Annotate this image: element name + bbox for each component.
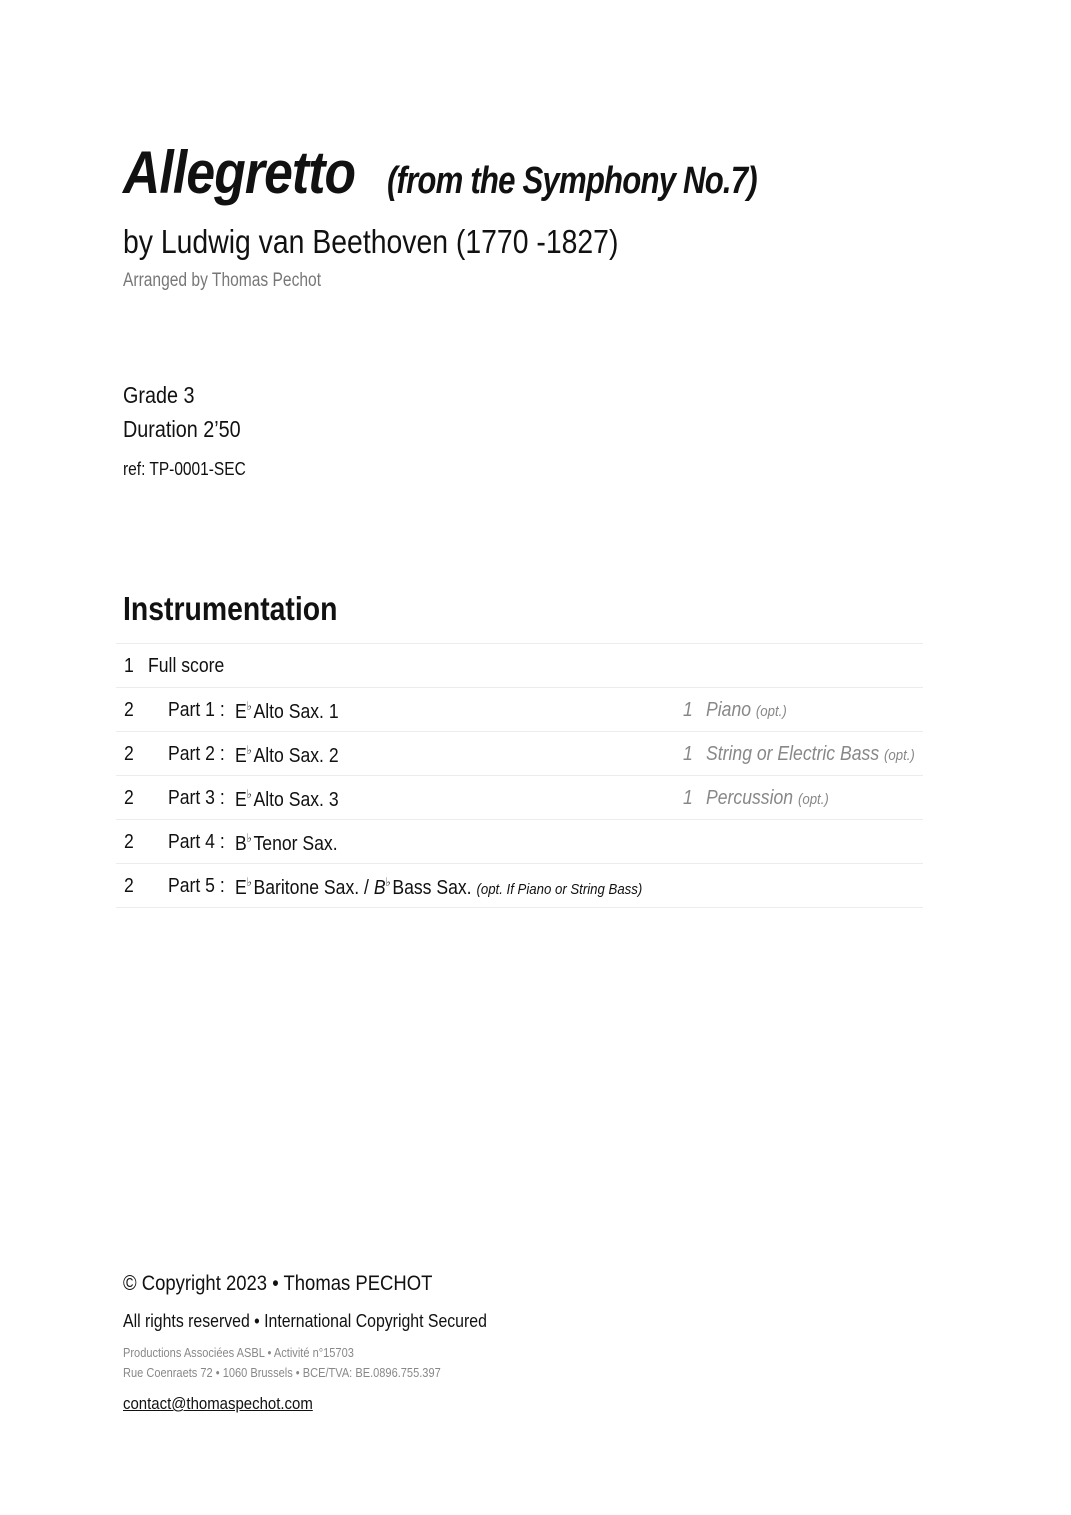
key-letter: E <box>235 745 247 767</box>
part-label: Part 5 : <box>168 875 225 897</box>
instrument-name <box>235 699 339 724</box>
organization-line-2: Rue Coenraets 72 • 1060 Brussels • BCE/TVA: BE.0896.755.397 <box>123 1365 441 1380</box>
table-row <box>116 687 923 731</box>
optional-label: Percussion <box>706 787 794 809</box>
flat-icon: ♭ <box>385 875 391 889</box>
duration-text: Duration 2’50 <box>123 416 241 442</box>
arranger-line: Arranged by Thomas Pechot <box>123 270 322 291</box>
title-block <box>123 138 838 216</box>
optional-quantity: 1 <box>683 787 693 809</box>
instrument-name <box>235 831 338 856</box>
optional-quantity: 1 <box>683 699 693 721</box>
table-row <box>116 775 923 819</box>
title-subtitle: (from the Symphony No.7) <box>386 160 757 202</box>
copyright-text: © Copyright 2023 • Thomas PECHOT <box>123 1272 433 1295</box>
full-score-label: Full score <box>148 655 225 677</box>
part-label: Part 3 : <box>168 787 225 809</box>
reference-text: ref: TP-0001-SEC <box>123 459 246 479</box>
optional-quantity: 1 <box>683 743 693 765</box>
table-row <box>116 863 923 908</box>
optional-note: (opt.) <box>797 791 829 808</box>
rights-text: All rights reserved • International Copyright Secured <box>123 1311 487 1331</box>
quantity: 2 <box>124 787 134 809</box>
optional-label: String or Electric Bass <box>706 743 880 765</box>
optional-instrument <box>706 787 829 810</box>
flat-icon: ♭ <box>246 743 252 757</box>
key-letter: E <box>235 701 247 723</box>
table-row <box>116 643 923 687</box>
table-row <box>116 731 923 775</box>
flat-icon: ♭ <box>246 699 252 713</box>
quantity: 2 <box>124 699 134 721</box>
flat-icon: ♭ <box>246 787 252 801</box>
optional-instrument <box>706 743 915 766</box>
flat-icon: ♭ <box>246 831 252 845</box>
part-label: Part 4 : <box>168 831 225 853</box>
instrument-name <box>235 875 642 900</box>
instrument-label: Baritone Sax. / <box>253 877 369 899</box>
key-letter: E <box>235 789 247 811</box>
optional-label: Piano <box>706 699 752 721</box>
instrument-label: Alto Sax. 2 <box>253 745 339 767</box>
instrument-label: Tenor Sax. <box>253 833 338 855</box>
key-letter: B <box>235 833 247 855</box>
part-label: Part 2 : <box>168 743 225 765</box>
key-letter: E <box>235 877 247 899</box>
organization-line-1: Productions Associées ASBL • Activité n°15703 <box>123 1345 354 1360</box>
composer-line: by Ludwig van Beethoven (1770 -1827) <box>123 223 619 260</box>
optional-note: (opt.) <box>884 747 915 764</box>
instrumentation-heading: Instrumentation <box>123 590 338 627</box>
instrument-label: Alto Sax. 1 <box>253 701 339 723</box>
instrument-note: (opt. If Piano or String Bass) <box>476 881 643 898</box>
key-letter-2: B <box>373 877 386 899</box>
quantity: 2 <box>124 831 134 853</box>
optional-note: (opt.) <box>755 703 787 720</box>
quantity: 2 <box>124 743 134 765</box>
grade-text: Grade 3 <box>123 382 195 408</box>
quantity: 1 <box>124 655 134 677</box>
instrument-name <box>235 787 339 812</box>
page-title <box>123 138 838 216</box>
title-main: Allegretto <box>123 139 356 206</box>
part-label: Part 1 : <box>168 699 225 721</box>
contact-email-link[interactable]: contact@thomaspechot.com <box>123 1394 313 1413</box>
instrument-name <box>235 743 339 768</box>
instrument-label: Alto Sax. 3 <box>253 789 339 811</box>
flat-icon: ♭ <box>246 875 252 889</box>
table-row <box>116 819 923 863</box>
instrumentation-table <box>116 643 923 908</box>
quantity: 2 <box>124 875 134 897</box>
optional-instrument <box>706 699 787 722</box>
instrument-label-2: Bass Sax. <box>392 877 472 899</box>
